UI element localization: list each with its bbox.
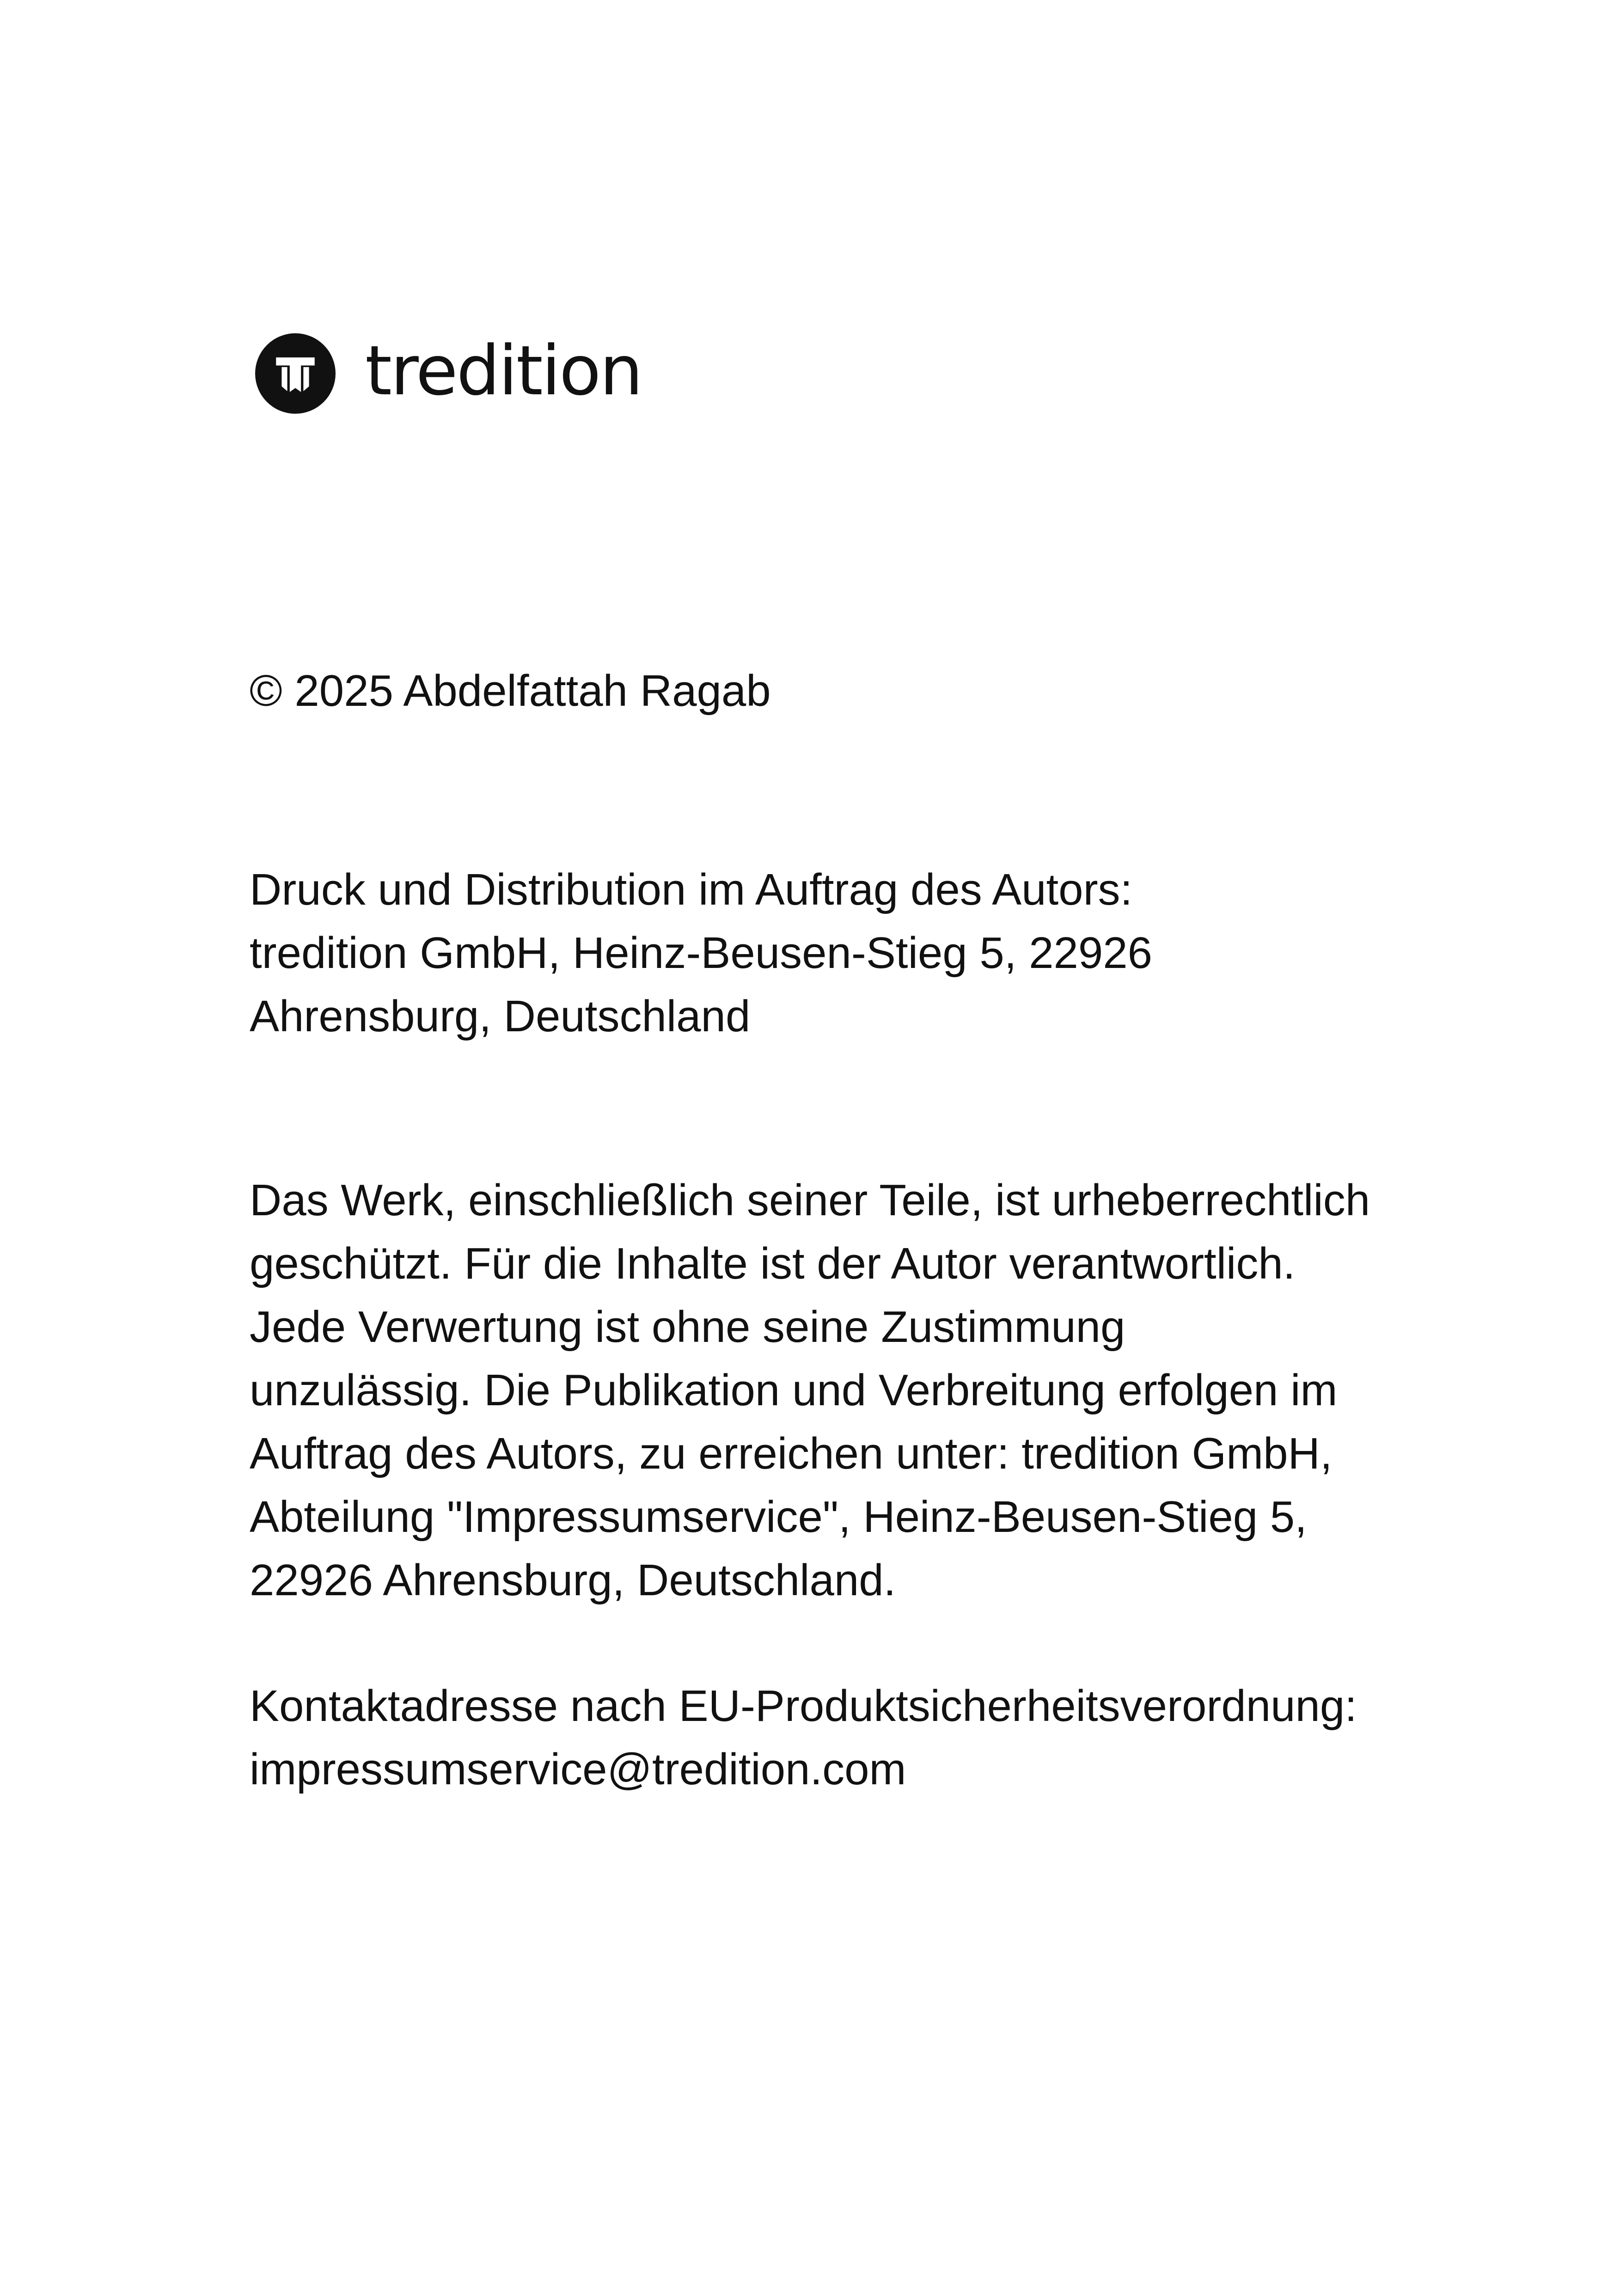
publisher-logo bbox=[255, 332, 642, 415]
contact-email: impressumservice@tredition.com bbox=[250, 1745, 906, 1794]
contact-label: Kontaktadresse nach EU-Produktsicherheitsverordnung: bbox=[250, 1681, 1357, 1731]
copyright-rights-notice bbox=[250, 1169, 1370, 1612]
distribution-line: Druck und Distribution im Auftrag des Autors: bbox=[250, 865, 1133, 914]
rights-line: geschützt. Für die Inhalte ist der Autor verantwortlich. bbox=[250, 1239, 1296, 1288]
rights-line: Das Werk, einschließlich seiner Teile, ist urheberrechtlich bbox=[250, 1176, 1370, 1225]
contact-notice bbox=[250, 1674, 1357, 1801]
distribution-notice bbox=[250, 858, 1152, 1048]
publisher-wordmark: tredition bbox=[365, 331, 642, 410]
tredition-logo-icon bbox=[255, 333, 336, 414]
rights-line: Auftrag des Autors, zu erreichen unter: tredition GmbH, bbox=[250, 1429, 1333, 1478]
distribution-line: tredition GmbH, Heinz-Beusen-Stieg 5, 22926 bbox=[250, 928, 1153, 978]
rights-line: unzulässig. Die Publikation und Verbreitung erfolgen im bbox=[250, 1365, 1338, 1415]
distribution-line: Ahrensburg, Deutschland bbox=[250, 992, 751, 1041]
rights-line: Abteilung "Impressumservice", Heinz-Beusen-Stieg 5, bbox=[250, 1492, 1307, 1542]
rights-line: 22926 Ahrensburg, Deutschland. bbox=[250, 1555, 896, 1605]
copyright-notice: © 2025 Abdelfattah Ragab bbox=[250, 666, 771, 716]
rights-line: Jede Verwertung ist ohne seine Zustimmung bbox=[250, 1302, 1125, 1352]
